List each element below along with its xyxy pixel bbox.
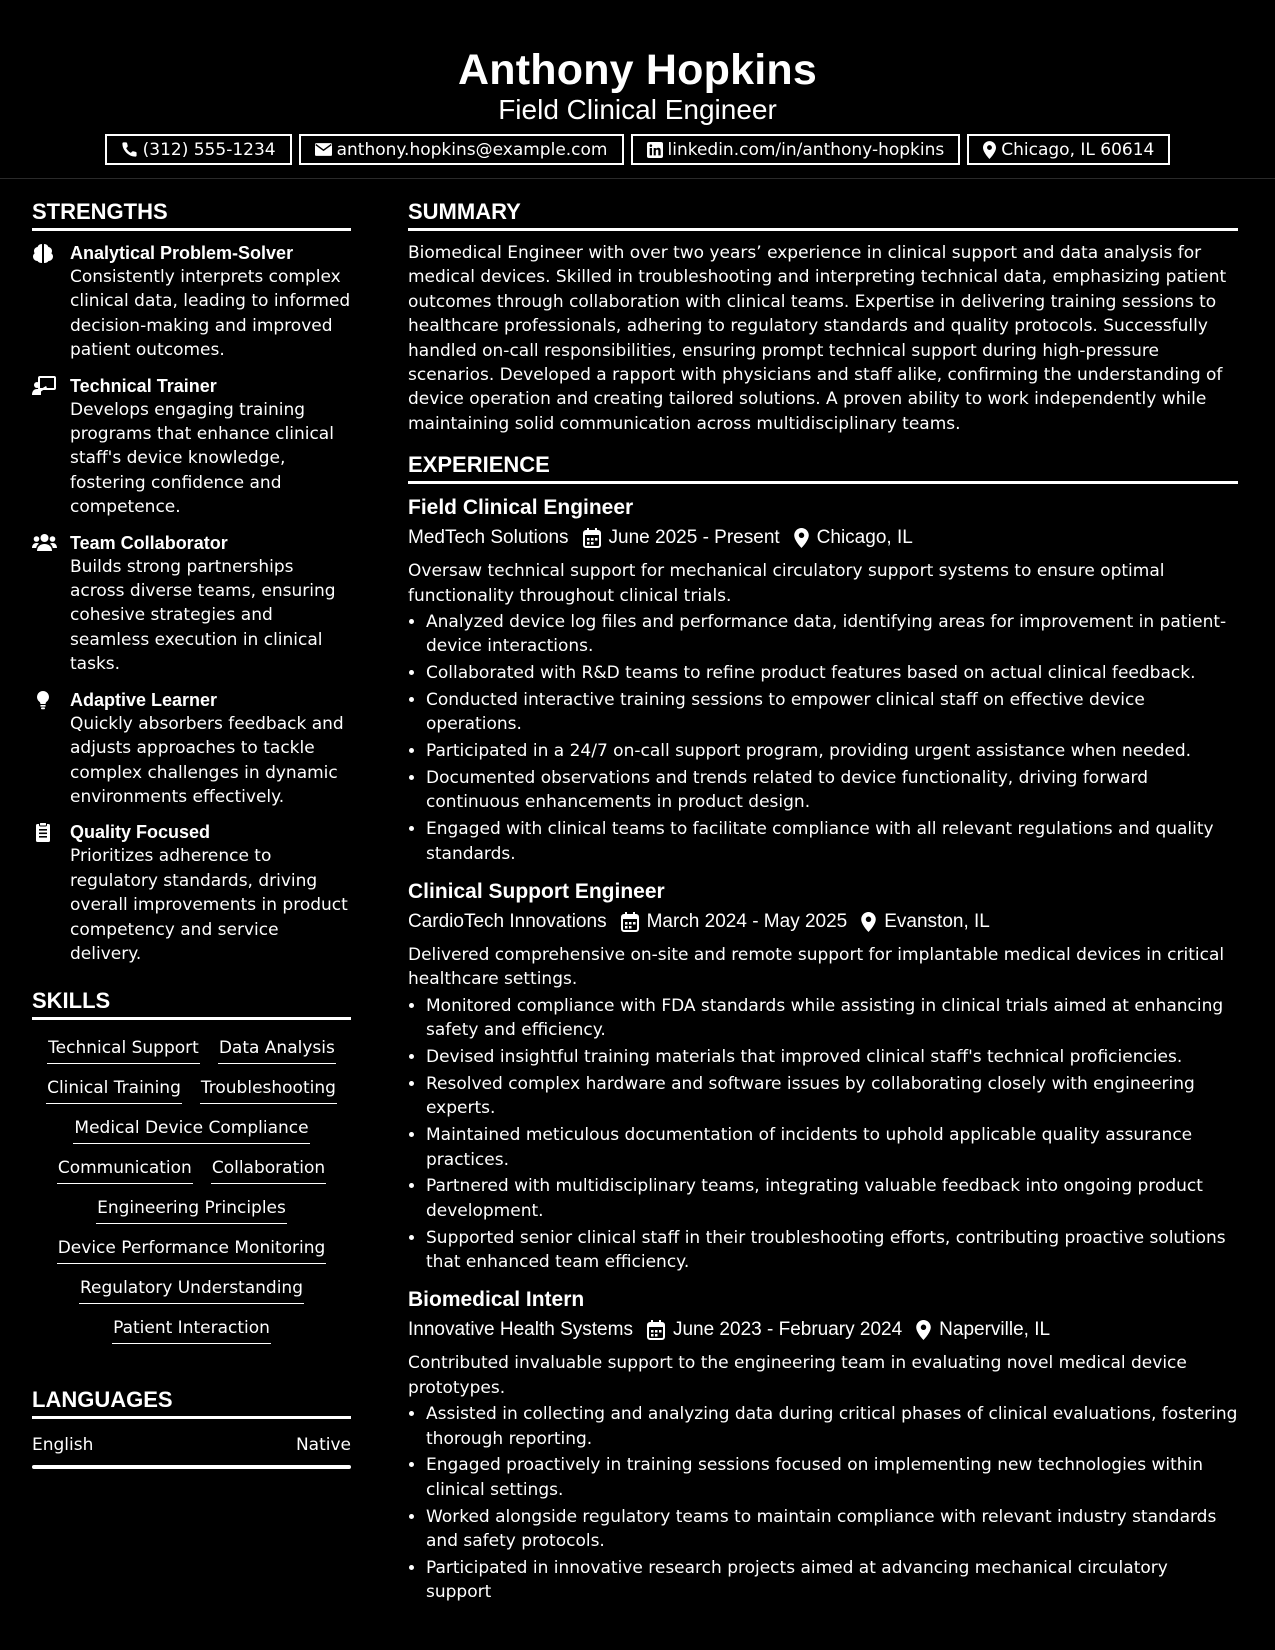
candidate-name: Anthony Hopkins — [458, 46, 817, 94]
summary-text: Biomedical Engineer with over two years’ experience in clinical support and data analysis for medical devices. Skilled in troubleshooting and interpreting technical data, emphasizing patient outcomes through collaboration with clinical teams. Expertise in delivering training sessions to healthcare professionals, adhering to regulatory standards and quality protocols. Successfully handled on-call responsibilities, ensuring prompt technical support during high-pressure scenarios. Developed a rapport with physicians and staff alike, confirming the understanding of device operation and creating tailored solutions. A proven ability to work independently while maintaining solid communication across multidisciplinary teams. — [408, 243, 1227, 434]
clipboard-icon — [32, 822, 54, 842]
job-entry — [408, 1286, 1238, 1604]
job-meta — [408, 908, 1238, 936]
strength-item — [32, 688, 351, 810]
language-row — [32, 1433, 351, 1457]
skill-tag: Medical Device Compliance — [73, 1116, 309, 1144]
bullet-item: • Conducted interactive training sessions to empower clinical staff on effective device operations. — [426, 688, 1238, 737]
job-bullets — [408, 1402, 1238, 1604]
phone-text: (312) 555-1234 — [142, 139, 276, 160]
location-text: Chicago, IL 60614 — [1001, 139, 1155, 160]
job-company: MedTech Solutions — [408, 527, 569, 549]
candidate-title: Field Clinical Engineer — [498, 94, 777, 125]
job-bullets — [408, 994, 1238, 1274]
skill-tag: Communication — [57, 1156, 193, 1184]
experience-heading: EXPERIENCE — [408, 451, 1238, 484]
job-bullets — [408, 610, 1238, 866]
job-company: Innovative Health Systems — [408, 1319, 633, 1341]
language-level: Native — [295, 1435, 351, 1456]
language-name: English — [32, 1435, 94, 1456]
skill-tag: Technical Support — [47, 1036, 200, 1064]
strength-desc: Develops engaging training programs that enhance clinical staff's device knowledge, fostering confidence and competence. — [70, 399, 334, 518]
job-title: Clinical Support Engineer — [408, 880, 665, 904]
calendar-icon — [647, 1320, 665, 1340]
strength-desc: Builds strong partnerships across diverse teams, ensuring cohesive strategies and seamless execution in clinical tasks. — [70, 556, 336, 675]
bullet-item: • Documented observations and trends related to device functionality, driving forward continuous enhancements in product design. — [426, 766, 1238, 815]
right-column — [408, 179, 1238, 1617]
bullet-item: • Devised insightful training materials that improved clinical staff's technical proficiencies. — [426, 1045, 1238, 1069]
envelope-icon — [315, 142, 332, 157]
trainer-board-icon — [32, 376, 56, 396]
bullet-item: • Participated in innovative research projects aimed at advancing mechanical circulatory support — [426, 1556, 1238, 1605]
skill-tag: Clinical Training — [46, 1076, 182, 1104]
skill-tag: Collaboration — [211, 1156, 326, 1184]
job-entry — [408, 878, 1238, 1274]
bullet-item: • Monitored compliance with FDA standards while assisting in clinical trials aimed at enhancing safety and efficiency. — [426, 994, 1238, 1043]
strength-desc: Prioritizes adherence to regulatory standards, driving overall improvements in product competency and service delivery. — [70, 846, 348, 964]
strength-desc: Consistently interprets complex clinical data, leading to informed decision-making and improved patient outcomes. — [70, 267, 351, 361]
job-title: Field Clinical Engineer — [408, 496, 634, 520]
strengths-heading: STRENGTHS — [32, 198, 351, 231]
contact-phone[interactable] — [105, 134, 292, 165]
skill-tag: Troubleshooting — [200, 1076, 337, 1104]
skills-list — [32, 1030, 351, 1344]
job-dates: June 2025 - Present — [608, 527, 780, 549]
bullet-item: • Engaged with clinical teams to facilitate compliance with all relevant regulations and quality standards. — [426, 817, 1238, 866]
bullet-item: • Partnered with multidisciplinary teams, integrating valuable feedback into ongoing product development. — [426, 1174, 1238, 1223]
skill-tag: Engineering Principles — [96, 1196, 287, 1224]
bullet-item: • Engaged proactively in training sessions focused on implementing new technologies within clinical settings. — [426, 1453, 1238, 1502]
summary-heading: SUMMARY — [408, 198, 1238, 231]
job-location: Chicago, IL — [816, 527, 913, 549]
strength-title: Technical Trainer — [70, 375, 217, 396]
language-level-bar — [32, 1465, 351, 1469]
job-description: Oversaw technical support for mechanical circulatory support systems to ensure optimal functionality throughout clinical trials. — [408, 561, 1165, 606]
job-company: CardioTech Innovations — [408, 911, 607, 933]
brain-icon — [32, 243, 54, 263]
job-description: Delivered comprehensive on-site and remote support for implantable medical devices in critical healthcare settings. — [408, 945, 1225, 990]
contact-location — [967, 134, 1170, 165]
job-location: Evanston, IL — [884, 911, 990, 933]
resume-header — [0, 0, 1275, 179]
bullet-item: • Assisted in collecting and analyzing data during critical phases of clinical evaluations, fostering thorough reporting. — [426, 1402, 1238, 1451]
calendar-icon — [583, 528, 601, 548]
languages-heading: LANGUAGES — [32, 1386, 351, 1419]
skills-heading: SKILLS — [32, 987, 351, 1020]
job-description: Contributed invaluable support to the engineering team in evaluating novel medical device prototypes. — [408, 1353, 1187, 1398]
skill-tag: Data Analysis — [218, 1036, 336, 1064]
strength-title: Team Collaborator — [70, 532, 228, 553]
job-title: Biomedical Intern — [408, 1288, 585, 1312]
skill-tag: Patient Interaction — [112, 1316, 271, 1344]
job-dates: June 2023 - February 2024 — [672, 1319, 903, 1341]
bullet-item: • Participated in a 24/7 on-call support program, providing urgent assistance when needed. — [426, 739, 1238, 763]
users-icon — [32, 533, 57, 551]
bullet-item: • Supported senior clinical staff in their troubleshooting efforts, contributing proactive solutions that enhanced team efficiency. — [426, 1226, 1238, 1275]
bullet-item: • Resolved complex hardware and software issues by collaborating closely with engineering experts. — [426, 1072, 1238, 1121]
strength-title: Adaptive Learner — [70, 689, 218, 710]
skill-tag: Regulatory Understanding — [79, 1276, 304, 1304]
job-dates: March 2024 - May 2025 — [646, 911, 848, 933]
email-text: anthony.hopkins@example.com — [336, 139, 608, 160]
left-column — [32, 179, 351, 1617]
contact-linkedin[interactable] — [631, 134, 961, 165]
map-pin-icon — [983, 141, 996, 159]
strength-item — [32, 531, 351, 677]
strength-item — [32, 374, 351, 520]
bullet-item: • Worked alongside regulatory teams to maintain compliance with relevant industry standards and safety protocols. — [426, 1505, 1238, 1554]
job-location: Naperville, IL — [939, 1319, 1051, 1341]
map-pin-icon — [916, 1320, 931, 1340]
contact-bar — [0, 134, 1275, 165]
job-entry — [408, 494, 1238, 866]
phone-icon — [121, 141, 138, 158]
lightbulb-icon — [32, 690, 54, 710]
linkedin-text: linkedin.com/in/anthony-hopkins — [667, 139, 945, 160]
linkedin-icon — [647, 142, 663, 158]
bullet-item: • Maintained meticulous documentation of incidents to uphold applicable quality assurance practices. — [426, 1123, 1238, 1172]
strength-title: Analytical Problem-Solver — [70, 243, 294, 263]
strength-title: Quality Focused — [70, 822, 211, 843]
bullet-item: • Collaborated with R&D teams to refine product features based on actual clinical feedback. — [426, 661, 1238, 685]
strength-item — [32, 241, 351, 363]
calendar-icon — [621, 912, 639, 932]
bullet-item: • Analyzed device log files and performance data, identifying areas for improvement in patient-device interactions. — [426, 610, 1238, 659]
resume-body — [0, 179, 1275, 1617]
contact-email[interactable] — [299, 134, 624, 165]
map-pin-icon — [861, 912, 876, 932]
map-pin-icon — [794, 528, 809, 548]
job-meta — [408, 524, 1238, 552]
strength-desc: Quickly absorbers feedback and adjusts approaches to tackle complex challenges in dynamic environments effectively. — [70, 713, 344, 807]
strength-item — [32, 820, 351, 966]
skill-tag: Device Performance Monitoring — [57, 1236, 327, 1264]
job-meta — [408, 1316, 1238, 1344]
